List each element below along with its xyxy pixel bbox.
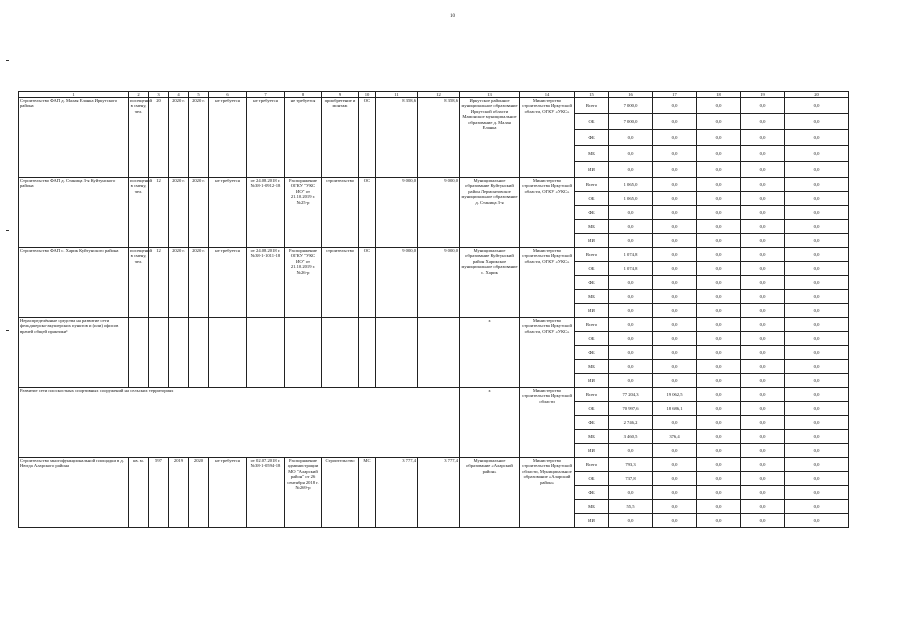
funding-value: 0,0 xyxy=(785,206,849,220)
expertise xyxy=(209,318,247,388)
remaining-cost: 9 000,0 xyxy=(418,178,460,248)
municipality: Муниципальное образование Куйтунский район Харикское муниципальное образование с. Харик xyxy=(460,248,520,318)
funding-value: 737,8 xyxy=(609,472,653,486)
page-number: 10 xyxy=(450,14,455,19)
funding-value: 0,0 xyxy=(741,162,785,178)
funding-source: ОБ xyxy=(575,192,609,206)
funding-value: 0,0 xyxy=(653,514,697,528)
funding-value: 0,0 xyxy=(785,262,849,276)
funding-source: ОБ xyxy=(575,114,609,130)
funding-value: 0,0 xyxy=(609,162,653,178)
funding-source: ИИ xyxy=(575,514,609,528)
funding-value: 0,0 xyxy=(653,486,697,500)
funding-value: 1 074,8 xyxy=(609,248,653,262)
funding-value: 0,0 xyxy=(741,486,785,500)
work-type: строительство xyxy=(322,248,359,318)
funding-value: 0,0 xyxy=(741,178,785,192)
funding-value: 0,0 xyxy=(785,276,849,290)
funding-value: 0,0 xyxy=(785,514,849,528)
funding-value: 0,0 xyxy=(609,374,653,388)
funding-value: 0,0 xyxy=(785,458,849,472)
funding-value: 0,0 xyxy=(697,458,741,472)
object-type: ОС xyxy=(359,178,376,248)
funding-source: МБ xyxy=(575,146,609,162)
funding-value: 0,0 xyxy=(653,276,697,290)
object-type: МС xyxy=(359,458,376,528)
column-number: 19 xyxy=(741,92,785,98)
estimate-cost xyxy=(376,318,418,388)
work-type xyxy=(322,318,359,388)
funding-value: 0,0 xyxy=(741,248,785,262)
funding-value: 0,0 xyxy=(741,234,785,248)
funding-value: 793,3 xyxy=(609,458,653,472)
expertise: не требуется xyxy=(209,98,247,178)
column-number: 5 xyxy=(189,92,209,98)
funding-source: Всего xyxy=(575,248,609,262)
column-number: 4 xyxy=(169,92,189,98)
funding-value: 0,0 xyxy=(653,220,697,234)
table-row xyxy=(19,318,849,332)
capacity: 20 xyxy=(149,98,169,178)
document: Распоряжение ОГКУ "УКС ИО" от 21.10.2019 г. №26-р xyxy=(285,248,322,318)
column-number: 18 xyxy=(697,92,741,98)
municipality: Муниципальное образование «Аларский район» xyxy=(460,458,520,528)
funding-value: 0,0 xyxy=(697,416,741,430)
funding-value: 7 000,0 xyxy=(609,98,653,114)
funding-value: 2 746,2 xyxy=(609,416,653,430)
funding-value: 0,0 xyxy=(785,304,849,318)
funding-value: 0,0 xyxy=(697,192,741,206)
funding-value: 7 000,0 xyxy=(609,114,653,130)
municipality: х xyxy=(460,388,520,458)
program-table xyxy=(18,91,849,528)
funding-value: 0,0 xyxy=(653,458,697,472)
funding-value: 0,0 xyxy=(609,486,653,500)
funding-value: 0,0 xyxy=(741,304,785,318)
project-name: Строительство ФАП д. Станица 3-я Куйтунского района xyxy=(19,178,129,248)
funding-value: 0,0 xyxy=(741,130,785,146)
funding-value: 0,0 xyxy=(697,360,741,374)
table-row xyxy=(19,388,849,402)
funding-value: 0,0 xyxy=(653,416,697,430)
funding-value: 0,0 xyxy=(697,444,741,458)
funding-value: 0,0 xyxy=(785,146,849,162)
funding-value: 0,0 xyxy=(697,346,741,360)
funding-value: 0,0 xyxy=(653,192,697,206)
funding-value: 0,0 xyxy=(697,178,741,192)
funding-value: 0,0 xyxy=(697,500,741,514)
table-row xyxy=(19,458,849,472)
funding-value: 0,0 xyxy=(609,444,653,458)
funding-value: 1 065,0 xyxy=(609,192,653,206)
funding-value: 0,0 xyxy=(785,444,849,458)
column-number: 20 xyxy=(785,92,849,98)
funding-value: 0,0 xyxy=(609,130,653,146)
work-type: приобретение и монтаж xyxy=(322,98,359,178)
funding-value: 0,0 xyxy=(785,114,849,130)
funding-value: 0,0 xyxy=(653,304,697,318)
funding-value: 0,0 xyxy=(609,220,653,234)
funding-value: 0,0 xyxy=(697,374,741,388)
funding-value: 0,0 xyxy=(609,318,653,332)
funding-value: 0,0 xyxy=(741,206,785,220)
column-number: 17 xyxy=(653,92,697,98)
funding-value: 0,0 xyxy=(785,318,849,332)
funding-value: 0,0 xyxy=(653,114,697,130)
column-number: 10 xyxy=(359,92,376,98)
capacity xyxy=(149,318,169,388)
funding-source: МБ xyxy=(575,220,609,234)
funding-value: 0,0 xyxy=(653,346,697,360)
funding-source: ОБ xyxy=(575,402,609,416)
capacity: 597 xyxy=(149,458,169,528)
funding-source: ФБ xyxy=(575,486,609,500)
funding-source: ФБ xyxy=(575,130,609,146)
project-name: Строительство ФАП д. Малая Еланка Иркутского района xyxy=(19,98,129,178)
project-name: Нераспределённые средства на развитие сети фельдшерско-акушерских пунктов и (или) офисов врачей общей практики¹ xyxy=(19,318,129,388)
unit xyxy=(129,318,149,388)
funding-value: 0,0 xyxy=(697,388,741,402)
funding-value: 0,0 xyxy=(697,248,741,262)
funding-value: 0,0 xyxy=(653,178,697,192)
funding-value: 0,0 xyxy=(697,290,741,304)
funding-value: 0,0 xyxy=(741,146,785,162)
funding-value: 0,0 xyxy=(785,220,849,234)
funding-value: 0,0 xyxy=(741,220,785,234)
funding-value: 0,0 xyxy=(653,146,697,162)
funding-value: 0,0 xyxy=(697,162,741,178)
funding-value: 0,0 xyxy=(697,486,741,500)
funding-value: 0,0 xyxy=(741,500,785,514)
funding-value: 0,0 xyxy=(785,162,849,178)
funding-value: 0,0 xyxy=(609,290,653,304)
object-type xyxy=(359,318,376,388)
responsible-executor: Министерство строительства Иркутской области, ОГКУ «УКС» xyxy=(520,98,575,178)
funding-value: 0,0 xyxy=(785,130,849,146)
start-year: 2019 xyxy=(169,458,189,528)
scan-mark xyxy=(6,230,9,231)
document: не требуется xyxy=(285,98,322,178)
funding-value: 0,0 xyxy=(741,416,785,430)
funding-source: Всего xyxy=(575,388,609,402)
responsible-executor: Министерство строительства Иркутской области, Муниципальное образование «Аларский район» xyxy=(520,458,575,528)
work-type: Строительство xyxy=(322,458,359,528)
end-year: 2020 xyxy=(189,458,209,528)
column-number: 14 xyxy=(520,92,575,98)
permit: не требуется xyxy=(247,98,285,178)
funding-value: 0,0 xyxy=(741,114,785,130)
funding-value: 0,0 xyxy=(741,276,785,290)
funding-source: МБ xyxy=(575,430,609,444)
funding-value: 0,0 xyxy=(785,374,849,388)
funding-value: 0,0 xyxy=(741,318,785,332)
funding-value: 0,0 xyxy=(653,318,697,332)
scan-mark xyxy=(6,330,9,331)
funding-source: ФБ xyxy=(575,346,609,360)
funding-value: 0,0 xyxy=(653,360,697,374)
expertise: не требуется xyxy=(209,458,247,528)
funding-source: Всего xyxy=(575,178,609,192)
funding-value: 0,0 xyxy=(697,114,741,130)
funding-value: 0,0 xyxy=(609,332,653,346)
funding-source: ОБ xyxy=(575,262,609,276)
estimate-cost: 9 000,0 xyxy=(376,248,418,318)
permit: от 24.08.2018 г. №38-1-0912-18 xyxy=(247,178,285,248)
funding-source: ОБ xyxy=(575,472,609,486)
funding-value: 0,0 xyxy=(609,304,653,318)
funding-value: 0,0 xyxy=(653,332,697,346)
funding-value: 0,0 xyxy=(697,206,741,220)
permit xyxy=(247,318,285,388)
funding-value: 0,0 xyxy=(653,234,697,248)
funding-value: 0,0 xyxy=(697,318,741,332)
funding-value: 0,0 xyxy=(609,206,653,220)
funding-value: 55,5 xyxy=(609,500,653,514)
scan-mark xyxy=(6,60,9,61)
funding-value: 18 686,1 xyxy=(653,402,697,416)
responsible-executor: Министерство строительства Иркутской области, ОГКУ «УКС» xyxy=(520,318,575,388)
funding-value: 70 997,6 xyxy=(609,402,653,416)
funding-value: 1 065,0 xyxy=(609,178,653,192)
funding-value: 0,0 xyxy=(785,192,849,206)
funding-value: 0,0 xyxy=(741,98,785,114)
funding-value: 0,0 xyxy=(697,304,741,318)
document xyxy=(285,318,322,388)
unit: посещений в смену, чел. xyxy=(129,98,149,178)
column-number: 7 xyxy=(247,92,285,98)
funding-value: 0,0 xyxy=(785,472,849,486)
document: Распоряжение администрации МО "Аларский район" от 26 сентября 2018 г. №269-р xyxy=(285,458,322,528)
funding-value: 0,0 xyxy=(741,360,785,374)
funding-value: 0,0 xyxy=(653,472,697,486)
funding-value: 0,0 xyxy=(741,402,785,416)
capacity: 12 xyxy=(149,248,169,318)
start-year: 2020 г. xyxy=(169,98,189,178)
column-number: 6 xyxy=(209,92,247,98)
capacity: 12 xyxy=(149,178,169,248)
funding-value: 0,0 xyxy=(697,332,741,346)
funding-source: МБ xyxy=(575,360,609,374)
funding-value: 376,4 xyxy=(653,430,697,444)
funding-value: 0,0 xyxy=(653,206,697,220)
funding-source: МБ xyxy=(575,290,609,304)
municipality: Муниципальное образование Куйтунский район Лермонтовское муниципальное образование д. Станица 3-я xyxy=(460,178,520,248)
funding-value: 0,0 xyxy=(741,514,785,528)
funding-source: ФБ xyxy=(575,276,609,290)
funding-value: 3 460,5 xyxy=(609,430,653,444)
work-type: строительство xyxy=(322,178,359,248)
column-number: 11 xyxy=(376,92,418,98)
funding-source: ОБ xyxy=(575,332,609,346)
funding-value: 0,0 xyxy=(653,290,697,304)
funding-value: 0,0 xyxy=(653,98,697,114)
end-year: 2020 г. xyxy=(189,248,209,318)
column-number: 13 xyxy=(460,92,520,98)
funding-value: 0,0 xyxy=(785,178,849,192)
funding-value: 0,0 xyxy=(785,234,849,248)
funding-value: 0,0 xyxy=(741,388,785,402)
funding-value: 0,0 xyxy=(785,402,849,416)
funding-value: 0,0 xyxy=(697,262,741,276)
funding-value: 0,0 xyxy=(697,146,741,162)
funding-value: 0,0 xyxy=(609,360,653,374)
funding-value: 0,0 xyxy=(785,500,849,514)
funding-value: 0,0 xyxy=(653,500,697,514)
remaining-cost: 9 000,0 xyxy=(418,248,460,318)
funding-source: ИИ xyxy=(575,162,609,178)
funding-source: ФБ xyxy=(575,416,609,430)
funding-value: 0,0 xyxy=(609,146,653,162)
funding-value: 0,0 xyxy=(697,98,741,114)
unit: посещений в смену, чел. xyxy=(129,178,149,248)
document: Распоряжение ОГКУ "УКС ИО" от 21.10.2019 г. №25-р xyxy=(285,178,322,248)
municipality: Иркутское районное муниципальное образование Иркутской области Мамонское муниципальное образование д. Малая Еланка xyxy=(460,98,520,178)
start-year: 2020 г. xyxy=(169,248,189,318)
column-number: 12 xyxy=(418,92,460,98)
estimate-cost: 3 777,4 xyxy=(376,458,418,528)
project-name: Строительство многофункциональной площадки в д. Нюгда Аларского района xyxy=(19,458,129,528)
responsible-executor: Министерство строительства Иркутской области, ОГКУ «УКС» xyxy=(520,248,575,318)
funding-source: Всего xyxy=(575,98,609,114)
funding-value: 0,0 xyxy=(653,444,697,458)
end-year: 2020 г. xyxy=(189,178,209,248)
funding-value: 0,0 xyxy=(741,374,785,388)
remaining-cost xyxy=(418,318,460,388)
funding-value: 0,0 xyxy=(653,248,697,262)
unit: посещений в смену, чел. xyxy=(129,248,149,318)
funding-value: 0,0 xyxy=(785,332,849,346)
funding-value: 0,0 xyxy=(741,192,785,206)
funding-value: 0,0 xyxy=(653,130,697,146)
funding-value: 0,0 xyxy=(697,402,741,416)
column-number: 9 xyxy=(322,92,359,98)
estimate-cost: 9 000,0 xyxy=(376,178,418,248)
funding-value: 0,0 xyxy=(741,458,785,472)
funding-value: 0,0 xyxy=(785,486,849,500)
start-year: 2020 г. xyxy=(169,178,189,248)
funding-source: ФБ xyxy=(575,206,609,220)
funding-value: 0,0 xyxy=(741,346,785,360)
funding-value: 0,0 xyxy=(697,430,741,444)
funding-value: 0,0 xyxy=(785,98,849,114)
responsible-executor: Министерство строительства Иркутской области, ОГКУ «УКС» xyxy=(520,178,575,248)
end-year xyxy=(189,318,209,388)
table-row xyxy=(19,178,849,192)
funding-value: 0,0 xyxy=(609,514,653,528)
funding-value: 0,0 xyxy=(785,416,849,430)
project-name: Развитие сети плоскостных спортивных сооружений на сельских территориях xyxy=(19,388,460,458)
column-number: 16 xyxy=(609,92,653,98)
funding-value: 0,0 xyxy=(741,262,785,276)
funding-value: 0,0 xyxy=(785,346,849,360)
funding-value: 0,0 xyxy=(741,472,785,486)
table-row xyxy=(19,98,849,114)
responsible-executor: Министерство строительства Иркутской области xyxy=(520,388,575,458)
funding-source: ИИ xyxy=(575,234,609,248)
column-number: 1 xyxy=(19,92,129,98)
column-number: 15 xyxy=(575,92,609,98)
column-number: 2 xyxy=(129,92,149,98)
funding-value: 0,0 xyxy=(609,276,653,290)
funding-value: 0,0 xyxy=(653,262,697,276)
funding-value: 0,0 xyxy=(697,472,741,486)
funding-value: 0,0 xyxy=(785,360,849,374)
municipality: х xyxy=(460,318,520,388)
funding-value: 77 204,3 xyxy=(609,388,653,402)
funding-source: ИИ xyxy=(575,444,609,458)
funding-value: 0,0 xyxy=(697,234,741,248)
project-name: Строительство ФАП с. Харик Куйтунского района xyxy=(19,248,129,318)
funding-value: 0,0 xyxy=(653,162,697,178)
funding-value: 0,0 xyxy=(697,220,741,234)
remaining-cost: 8 358,6 xyxy=(418,98,460,178)
funding-value: 0,0 xyxy=(741,430,785,444)
end-year: 2020 г. xyxy=(189,98,209,178)
funding-source: МБ xyxy=(575,500,609,514)
remaining-cost: 3 777,4 xyxy=(418,458,460,528)
funding-value: 1 074,8 xyxy=(609,262,653,276)
funding-value: 0,0 xyxy=(741,290,785,304)
funding-value: 19 062,5 xyxy=(653,388,697,402)
funding-value: 0,0 xyxy=(653,374,697,388)
funding-value: 0,0 xyxy=(697,514,741,528)
expertise: не требуется xyxy=(209,248,247,318)
permit: от 24.08.2018 г. №38-1-1011-18 xyxy=(247,248,285,318)
column-number: 3 xyxy=(149,92,169,98)
funding-value: 0,0 xyxy=(785,388,849,402)
expertise: не требуется xyxy=(209,178,247,248)
funding-source: Всего xyxy=(575,458,609,472)
column-number: 8 xyxy=(285,92,322,98)
funding-source: ИИ xyxy=(575,304,609,318)
permit: от 02.07.2018 г. №38-1-0594-18 xyxy=(247,458,285,528)
object-type: ОС xyxy=(359,248,376,318)
funding-source: Всего xyxy=(575,318,609,332)
funding-value: 0,0 xyxy=(785,430,849,444)
funding-value: 0,0 xyxy=(697,276,741,290)
funding-value: 0,0 xyxy=(785,290,849,304)
estimate-cost: 8 358,6 xyxy=(376,98,418,178)
funding-value: 0,0 xyxy=(697,130,741,146)
funding-value: 0,0 xyxy=(609,346,653,360)
table-row xyxy=(19,248,849,262)
funding-source: ИИ xyxy=(575,374,609,388)
start-year xyxy=(169,318,189,388)
funding-value: 0,0 xyxy=(785,248,849,262)
funding-value: 0,0 xyxy=(741,332,785,346)
object-type: ОС xyxy=(359,98,376,178)
funding-value: 0,0 xyxy=(741,444,785,458)
unit: кв. м. xyxy=(129,458,149,528)
funding-value: 0,0 xyxy=(609,234,653,248)
